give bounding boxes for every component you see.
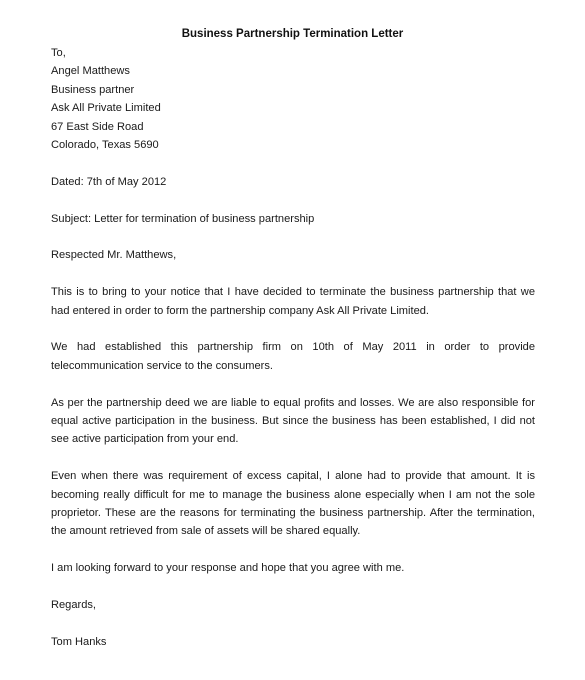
recipient-street: 67 East Side Road xyxy=(51,120,144,133)
recipient-company: Ask All Private Limited xyxy=(51,102,161,115)
spacer xyxy=(51,191,535,209)
letter-closing: Regards, xyxy=(51,599,97,612)
spacer xyxy=(51,375,535,393)
spacer xyxy=(51,265,535,283)
recipient-city: Colorado, Texas 5690 xyxy=(51,139,159,152)
letter-date: Dated: 7th of May 2012 xyxy=(51,175,167,188)
spacer xyxy=(51,449,535,467)
recipient-to: To, xyxy=(51,47,66,59)
spacer xyxy=(51,228,535,246)
spacer xyxy=(51,154,535,172)
recipient-block xyxy=(51,44,535,154)
letter-title: Business Partnership Termination Letter xyxy=(181,28,404,40)
body-paragraph: We had established this partnership firm on 10th of May 2011 in order to provide telecommunication service to the consumers. xyxy=(51,341,535,372)
spacer xyxy=(51,614,535,632)
spacer xyxy=(51,320,535,338)
spacer xyxy=(51,541,535,559)
spacer xyxy=(51,578,535,596)
letter-signature: Tom Hanks xyxy=(51,635,107,648)
body-paragraph: As per the partnership deed we are liable to equal profits and losses. We are also responsible for equal active participation in the business. But since the business has been established, I did not see active participation from your end. xyxy=(51,396,535,446)
letter-subject: Subject: Letter for termination of business partnership xyxy=(51,212,315,225)
letter-body xyxy=(51,44,535,651)
body-paragraph: I am looking forward to your response and hope that you agree with me. xyxy=(51,562,405,575)
recipient-name: Angel Matthews xyxy=(51,65,130,78)
recipient-role: Business partner xyxy=(51,83,135,96)
body-paragraph: Even when there was requirement of excess capital, I alone had to provide that amount. It is becoming really difficult for me to manage the business alone especially when I am not the sole proprietor. These are the reasons for terminating the business partnership. After the termination, the amount retrieved from sale of assets will be shared equally. xyxy=(51,470,535,538)
letter-salutation: Respected Mr. Matthews, xyxy=(51,249,177,262)
body-paragraph: This is to bring to your notice that I have decided to terminate the business partnership that we had entered in order to form the partnership company Ask All Private Limited. xyxy=(51,286,535,317)
